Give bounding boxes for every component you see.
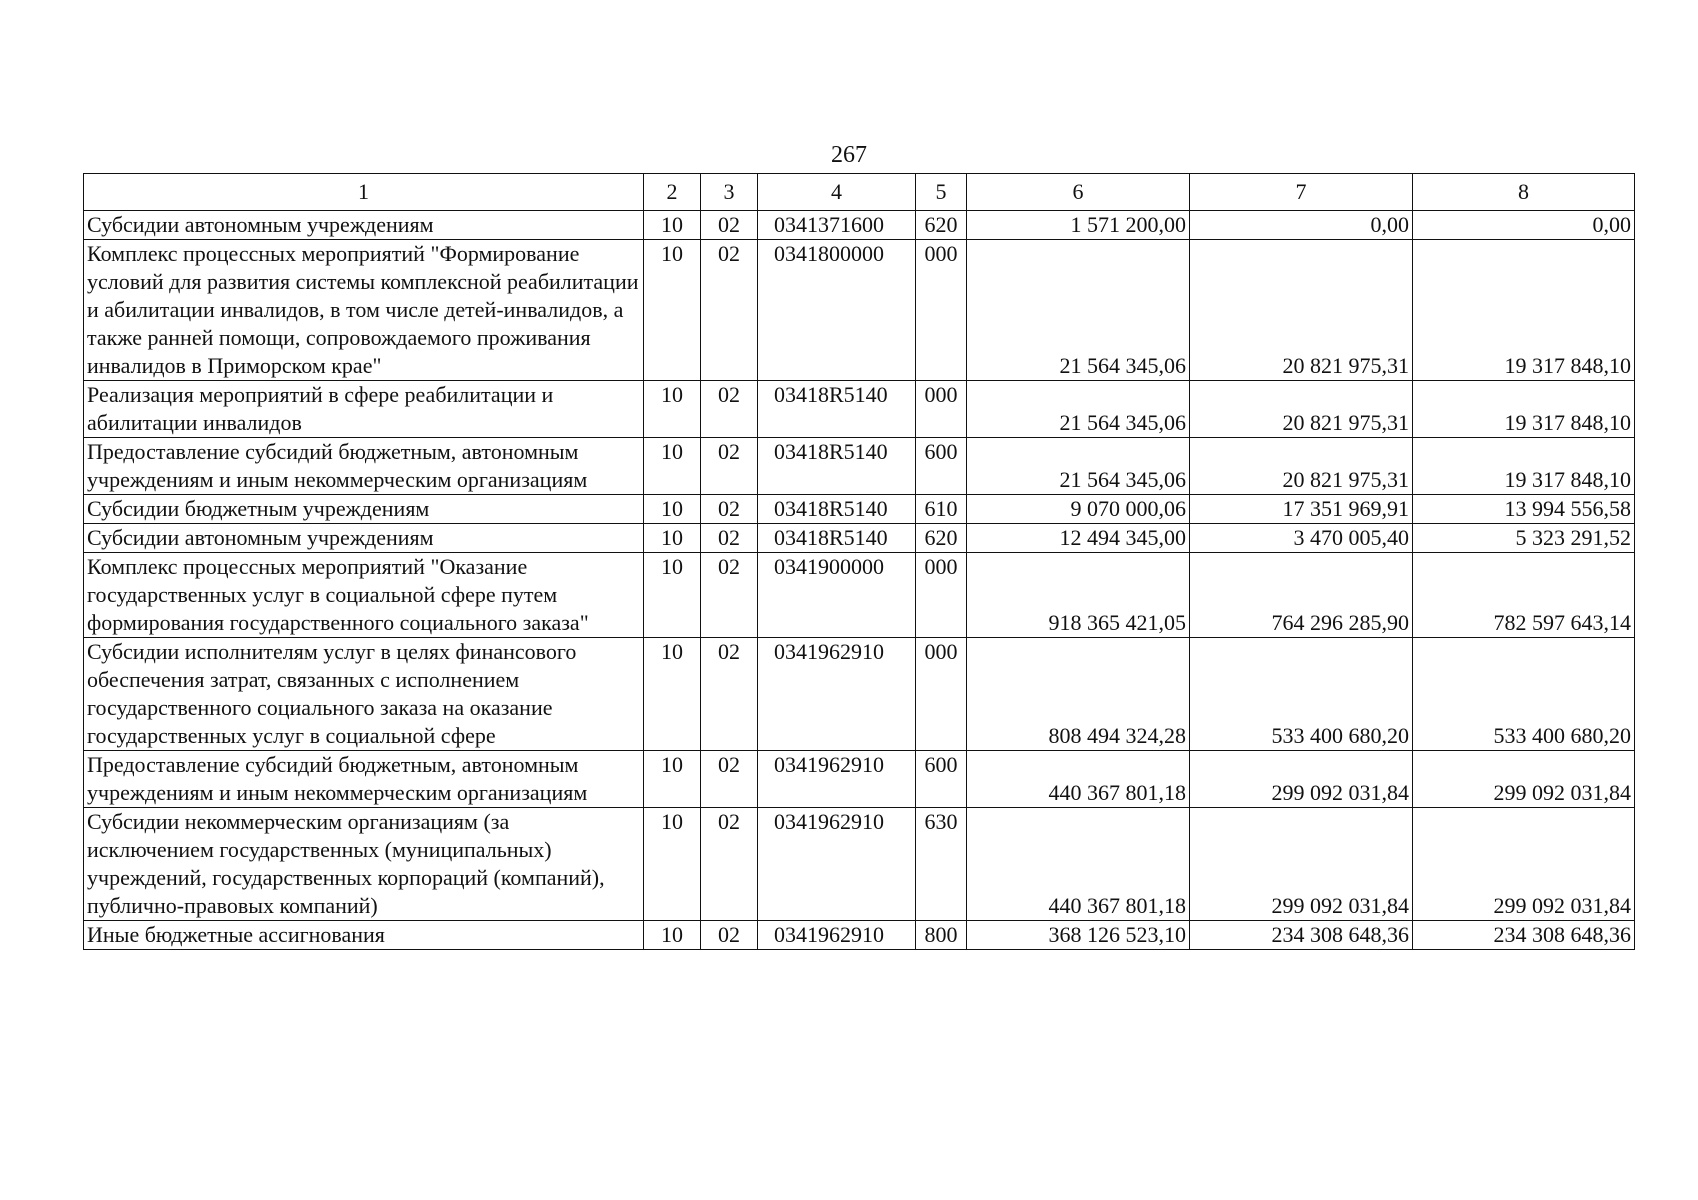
amount-col-7: 234 308 648,36 [1190, 921, 1413, 950]
section-code: 10 [644, 240, 701, 381]
column-header: 3 [701, 174, 758, 211]
table-row [84, 921, 1635, 950]
section-code: 10 [644, 751, 701, 808]
amount-col-8: 19 317 848,10 [1413, 438, 1635, 495]
page-number: 267 [831, 142, 867, 168]
expense-name: Субсидии автономным учреждениям [84, 211, 644, 240]
subsection-code: 02 [701, 495, 758, 524]
column-header: 5 [916, 174, 967, 211]
table-row [84, 751, 1635, 808]
amount-col-8: 234 308 648,36 [1413, 921, 1635, 950]
expense-type-code: 620 [916, 524, 967, 553]
column-header: 7 [1190, 174, 1413, 211]
subsection-code: 02 [701, 524, 758, 553]
table-row [84, 524, 1635, 553]
expense-name: Реализация мероприятий в сфере реабилитации и абилитации инвалидов [84, 381, 644, 438]
amount-col-6: 21 564 345,06 [967, 381, 1190, 438]
expense-name: Комплекс процессных мероприятий "Оказание государственных услуг в социальной сфере путем формирования государственного социального заказа" [84, 553, 644, 638]
amount-col-6: 440 367 801,18 [967, 808, 1190, 921]
expense-name: Предоставление субсидий бюджетным, автономным учреждениям и иным некоммерческим организациям [84, 751, 644, 808]
expense-name: Иные бюджетные ассигнования [84, 921, 644, 950]
subsection-code: 02 [701, 808, 758, 921]
amount-col-6: 918 365 421,05 [967, 553, 1190, 638]
amount-col-6: 808 494 324,28 [967, 638, 1190, 751]
expense-type-code: 610 [916, 495, 967, 524]
amount-col-6: 440 367 801,18 [967, 751, 1190, 808]
subsection-code: 02 [701, 381, 758, 438]
table-row [84, 211, 1635, 240]
budget-table [83, 173, 1635, 950]
table-row [84, 240, 1635, 381]
section-code: 10 [644, 524, 701, 553]
amount-col-8: 19 317 848,10 [1413, 381, 1635, 438]
column-header: 8 [1413, 174, 1635, 211]
expense-name: Субсидии некоммерческим организациям (за исключением государственных (муниципальных) учреждений, государственных корпораций (компаний), публично-правовых компаний) [84, 808, 644, 921]
section-code: 10 [644, 438, 701, 495]
expense-type-code: 630 [916, 808, 967, 921]
subsection-code: 02 [701, 438, 758, 495]
expense-type-code: 000 [916, 240, 967, 381]
expense-type-code: 000 [916, 381, 967, 438]
amount-col-6: 21 564 345,06 [967, 240, 1190, 381]
expense-name: Предоставление субсидий бюджетным, автономным учреждениям и иным некоммерческим организациям [84, 438, 644, 495]
amount-col-8: 19 317 848,10 [1413, 240, 1635, 381]
target-article-code: 03418R5140 [758, 381, 916, 438]
section-code: 10 [644, 638, 701, 751]
section-code: 10 [644, 211, 701, 240]
expense-name: Субсидии бюджетным учреждениям [84, 495, 644, 524]
amount-col-7: 533 400 680,20 [1190, 638, 1413, 751]
amount-col-8: 533 400 680,20 [1413, 638, 1635, 751]
expense-type-code: 000 [916, 553, 967, 638]
amount-col-6: 9 070 000,06 [967, 495, 1190, 524]
column-header: 6 [967, 174, 1190, 211]
expense-type-code: 600 [916, 438, 967, 495]
table-row [84, 808, 1635, 921]
amount-col-7: 20 821 975,31 [1190, 438, 1413, 495]
amount-col-8: 13 994 556,58 [1413, 495, 1635, 524]
target-article-code: 0341962910 [758, 808, 916, 921]
amount-col-6: 1 571 200,00 [967, 211, 1190, 240]
target-article-code: 0341371600 [758, 211, 916, 240]
expense-type-code: 000 [916, 638, 967, 751]
expense-name: Субсидии автономным учреждениям [84, 524, 644, 553]
target-article-code: 0341962910 [758, 921, 916, 950]
amount-col-7: 3 470 005,40 [1190, 524, 1413, 553]
target-article-code: 03418R5140 [758, 438, 916, 495]
target-article-code: 0341962910 [758, 751, 916, 808]
subsection-code: 02 [701, 211, 758, 240]
section-code: 10 [644, 495, 701, 524]
amount-col-8: 0,00 [1413, 211, 1635, 240]
column-header: 4 [758, 174, 916, 211]
table-row [84, 495, 1635, 524]
expense-type-code: 800 [916, 921, 967, 950]
table-row [84, 381, 1635, 438]
amount-col-8: 299 092 031,84 [1413, 751, 1635, 808]
amount-col-6: 368 126 523,10 [967, 921, 1190, 950]
amount-col-7: 0,00 [1190, 211, 1413, 240]
amount-col-7: 20 821 975,31 [1190, 381, 1413, 438]
target-article-code: 03418R5140 [758, 524, 916, 553]
target-article-code: 0341962910 [758, 638, 916, 751]
expense-name: Комплекс процессных мероприятий "Формирование условий для развития системы комплексной реабилитации и абилитации инвалидов, в том числе детей-инвалидов, а также ранней помощи, сопровождаемого проживания инвалидов в Приморском крае" [84, 240, 644, 381]
target-article-code: 0341900000 [758, 553, 916, 638]
amount-col-8: 782 597 643,14 [1413, 553, 1635, 638]
amount-col-8: 299 092 031,84 [1413, 808, 1635, 921]
section-code: 10 [644, 381, 701, 438]
amount-col-7: 299 092 031,84 [1190, 808, 1413, 921]
table-row [84, 638, 1635, 751]
expense-type-code: 620 [916, 211, 967, 240]
amount-col-7: 764 296 285,90 [1190, 553, 1413, 638]
column-header: 2 [644, 174, 701, 211]
section-code: 10 [644, 808, 701, 921]
subsection-code: 02 [701, 638, 758, 751]
subsection-code: 02 [701, 751, 758, 808]
section-code: 10 [644, 553, 701, 638]
amount-col-7: 20 821 975,31 [1190, 240, 1413, 381]
subsection-code: 02 [701, 553, 758, 638]
amount-col-8: 5 323 291,52 [1413, 524, 1635, 553]
subsection-code: 02 [701, 921, 758, 950]
table-row [84, 553, 1635, 638]
amount-col-7: 17 351 969,91 [1190, 495, 1413, 524]
table-row [84, 438, 1635, 495]
expense-name: Субсидии исполнителям услуг в целях финансового обеспечения затрат, связанных с исполнением государственного социального заказа на оказание государственных услуг в социальной сфере [84, 638, 644, 751]
target-article-code: 0341800000 [758, 240, 916, 381]
column-header: 1 [84, 174, 644, 211]
amount-col-6: 21 564 345,06 [967, 438, 1190, 495]
section-code: 10 [644, 921, 701, 950]
subsection-code: 02 [701, 240, 758, 381]
table-header-row [84, 174, 1635, 211]
amount-col-6: 12 494 345,00 [967, 524, 1190, 553]
expense-type-code: 600 [916, 751, 967, 808]
amount-col-7: 299 092 031,84 [1190, 751, 1413, 808]
target-article-code: 03418R5140 [758, 495, 916, 524]
